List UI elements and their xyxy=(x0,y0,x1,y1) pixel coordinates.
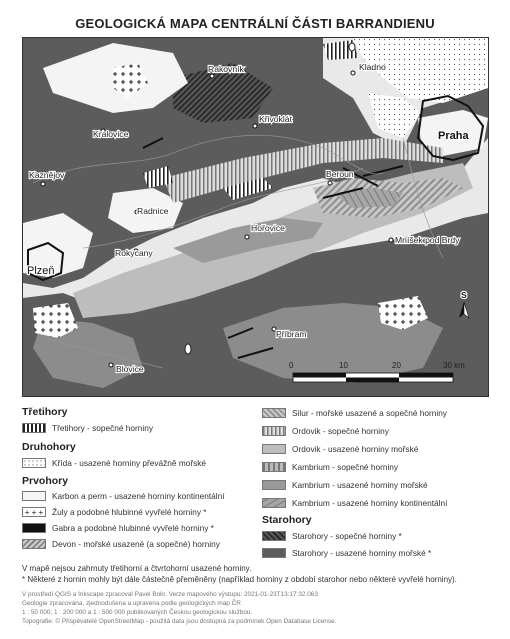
legend-label: Starohory - usazené horniny mořské * xyxy=(292,547,432,558)
swatch-diag-dark xyxy=(262,531,286,541)
legend-item-cambrian-volcanic xyxy=(262,460,398,473)
legend-item-cretaceous xyxy=(22,456,206,469)
city-label-blovice: Blovice xyxy=(116,364,144,374)
swatch-vertical-mid xyxy=(262,462,286,472)
swatch-hatch-mid xyxy=(262,498,286,508)
legend-item-silurian xyxy=(262,406,447,419)
city-label-kralovice: Kralovice xyxy=(93,129,129,139)
legend-item-devonian xyxy=(22,537,220,550)
legend-item-precambrian-marine xyxy=(262,546,431,559)
scale-label-30: 30 km xyxy=(443,361,465,370)
legend-label: Křída - usazené horniny převážně mořské xyxy=(52,457,207,468)
tertiary-volcanic-4 xyxy=(349,43,355,51)
legend-heading-precambrian: Starohory xyxy=(262,514,312,526)
city-label-horovice: Hořovice xyxy=(251,223,285,233)
legend-label: Ordovik - usazené horniny mořské xyxy=(292,443,419,454)
scale-label-10: 10 xyxy=(339,361,348,370)
legend-item-cambrian-continental xyxy=(262,496,447,509)
legend-label: Silur - mořské usazené a sopečné horniny xyxy=(292,407,447,418)
swatch-crosses: + + + xyxy=(22,507,46,517)
footer-line-4: Topografie: © Přispěvatelé OpenStreetMap - použitá data jsou dostupná za podmínek Open Database License. xyxy=(22,618,337,625)
legend-label: Devon - mořské usazené (a sopečné) horniny xyxy=(52,538,220,549)
city-label-krivoklat: Křivoklát xyxy=(259,114,292,124)
legend-item-gabbro xyxy=(22,521,214,534)
legend-heading-tertiary: Třetihory xyxy=(22,406,68,418)
city-label-rokycany: Rokycany xyxy=(115,248,153,258)
legend-label: Kambrium - usazené horniny kontinentální xyxy=(292,497,448,508)
legend-heading-paleozoic: Prvohory xyxy=(22,475,69,487)
legend-heading-mesozoic: Druhohory xyxy=(22,441,76,453)
legend-item-cambrian-marine xyxy=(262,478,428,491)
legend-label: Ordovik - sopečné horniny xyxy=(292,425,389,436)
swatch-diag-grey xyxy=(262,408,286,418)
swatch-light-grey xyxy=(262,444,286,454)
swatch-diag-light xyxy=(22,539,46,549)
swatch-white xyxy=(22,491,46,501)
city-label-rakovnik: Rakovník xyxy=(208,64,244,74)
footer-line-3: 1 : 50 000, 1 : 200 000 a 1 : 500 000 publikovaných Českou geologickou službou. xyxy=(22,609,253,616)
legend-item-precambrian-volcanic xyxy=(262,529,402,542)
legend-item-ordovician-marine xyxy=(262,442,418,455)
legend-item-tertiary-volcanic xyxy=(22,421,153,434)
city-label-beroun: Beroun xyxy=(326,169,354,179)
city-label-plzen: Plzeň xyxy=(27,265,55,277)
legend-item-granite xyxy=(22,505,207,518)
legend-label: Kambrium - sopečné horniny xyxy=(292,461,399,472)
swatch-mid-grey xyxy=(262,480,286,490)
swatch-dark-grey xyxy=(262,548,286,558)
swatch-vertical-black xyxy=(22,423,46,433)
map-canvas xyxy=(23,38,488,396)
scale-label-0: 0 xyxy=(289,361,294,370)
footer-line-1: V prostředí QGIS a Inkscape zpracoval Pavel Bokr. Verze mapového výstupu: 2021-01-23T13:17:32.063 xyxy=(22,591,318,598)
legend-item-ordovician-volcanic xyxy=(262,424,389,437)
swatch-black xyxy=(22,523,46,533)
legend-item-carboniferous xyxy=(22,489,225,502)
city-label-kladno: Kladno xyxy=(359,62,386,72)
map-title: GEOLOGICKÁ MAPA CENTRÁLNÍ ČÁSTI BARRANDIENU xyxy=(75,16,435,31)
legend-label: Třetihory - sopečné horniny xyxy=(52,422,153,433)
city-label-praha: Praha xyxy=(438,130,469,142)
scale-label-20: 20 xyxy=(392,361,401,370)
legend-label: Starohory - sopečné horniny * xyxy=(292,530,402,541)
swatch-vertical-grey xyxy=(262,426,286,436)
city-label-mnisek: Mníšek pod Brdy xyxy=(395,235,460,245)
north-label: S xyxy=(461,290,467,300)
note-line-2: * Některé z hornin mohly být dále částečně přeměněny (například horniny z období starohor nebo některé vyvřelé horniny). xyxy=(22,575,457,584)
legend-label: Žuly a podobné hlubinné vyvřelé horniny * xyxy=(52,506,207,517)
legend-label: Kambrium - usazené horniny mořské xyxy=(292,479,428,490)
footer-line-2: Geologie zpracována, zjednodušena a upravena podle geologických map ČR xyxy=(22,600,241,607)
city-label-kaznejov: Kaznějov xyxy=(29,170,65,180)
swatch-dotted xyxy=(22,458,46,468)
city-label-radnice: Radnice xyxy=(137,206,169,216)
city-label-pribram: Příbram xyxy=(276,329,307,339)
tertiary-volcanic-3 xyxy=(185,344,191,354)
legend-label: Karbon a perm - usazené horniny kontinentální xyxy=(52,490,225,501)
note-line-1: V mapě nejsou zahrnuty třetihorní a čtvrtohorní usazené horniny. xyxy=(22,564,252,573)
geologic-map[interactable] xyxy=(22,37,489,397)
legend-label: Gabra a podobné hlubinné vyvřelé horniny * xyxy=(52,522,214,533)
